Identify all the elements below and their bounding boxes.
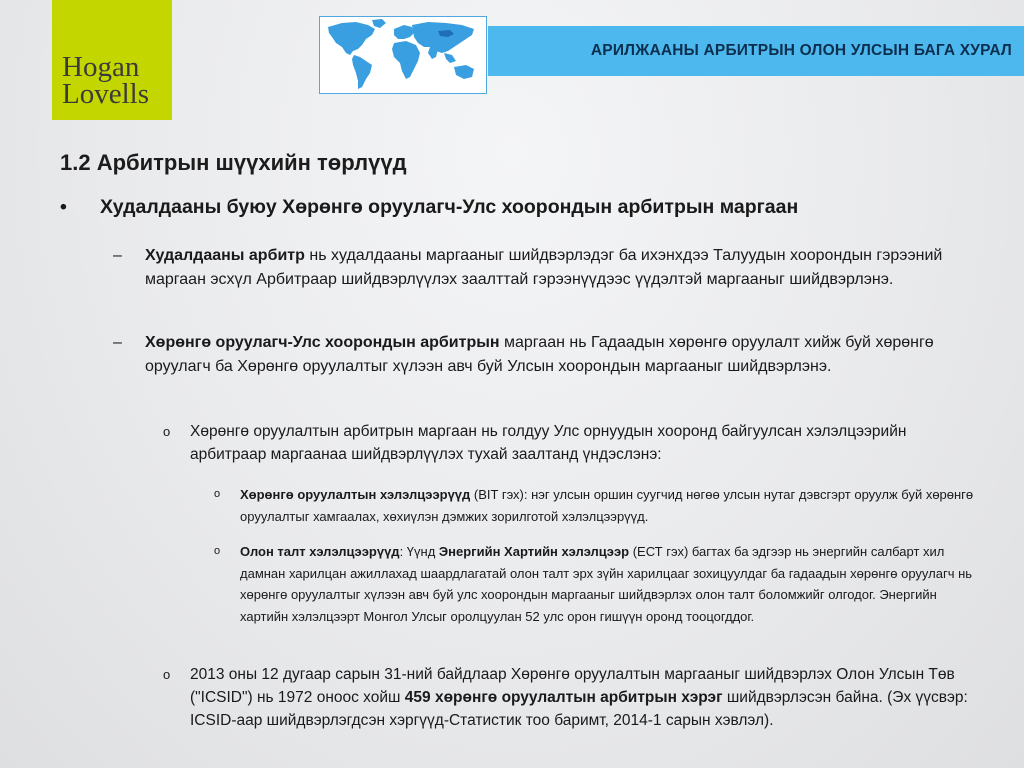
energy-charter-term: Энергийн Хартийн хэлэлцээр (438, 544, 630, 559)
dash-item-commercial-text (145, 244, 983, 292)
main-bullet-text: Худалдааны буюу Хөрөнгө оруулагч-Улс хоорондын арбитрын маргаан (100, 196, 799, 218)
asia-shape (412, 22, 474, 53)
dash-item-investor-state-text (145, 331, 983, 379)
europe-shape (394, 25, 414, 39)
bullet-marker: • (60, 196, 67, 218)
sub-circle-marker: o (214, 488, 221, 500)
south-america-shape (352, 55, 372, 89)
australia-shape (454, 65, 474, 79)
investor-state-desc: маргаан нь Гадаадын хөрөнгө оруулалт хийж буй хөрөнгө оруулагч ба Хөрөнгө оруулалтыг хүлээн авч буй Улсын хоорондын маргааныг шийдвэрлэнэ. (145, 334, 934, 375)
conference-banner (488, 26, 1024, 76)
icsid-case-count: 459 хөрөнгө оруулалтын арбитрын хэрэг (404, 689, 723, 706)
north-america-shape (328, 22, 375, 55)
southeast-asia-shape (444, 53, 456, 63)
sub-item-bit-text (240, 484, 974, 527)
world-map-icon (319, 16, 487, 94)
greenland-shape (372, 19, 386, 28)
circle-item-icsid-text (190, 663, 973, 732)
circle-marker: o (163, 424, 171, 439)
sub-circle-marker: o (214, 545, 221, 557)
icsid-pre: 2013 оны 12 дугаар сарын 31-ний байдлаар Хөрөнгө оруулалтын маргааныг шийдвэрлэх Олон Улсын Төв ("ICSID") нь 1972 оноос хойш (190, 666, 955, 706)
icsid-rest: шийдвэрлэсэн байна. (Эх үүсвэр: ICSID-аар шийдвэрлэгдсэн хэргүүд-Статистик тоо баримт, 2014-1 сарын хэвлэл). (190, 689, 968, 729)
africa-shape (392, 41, 420, 79)
sub-item-multilateral-text (240, 541, 974, 627)
dash-item-investor-state (113, 331, 983, 379)
dash-item-commercial (113, 244, 983, 292)
dash-marker: – (113, 334, 122, 351)
multilateral-term: Олон талт хэлэлцээрүүд (240, 544, 400, 559)
logo-line-2: Lovells (62, 78, 149, 110)
india-shape (428, 47, 438, 59)
commercial-arbitration-desc: нь худалдааны маргааныг шийдвэрлэдэг ба ихэнхдээ Талуудын хоорондын гэрээний маргаан эсхүл Арбитраар шийдвэрлүүлэх заалттай гэрээнүүдээс үүдэлтэй маргааныг шийдвэрлэнэ. (145, 247, 943, 288)
multilateral-desc: (ЕСТ гэх) багтах ба эдгээр нь энергийн салбарт хил дамнан харилцан ажиллахад шаардлагатай олон талт эрх зүйн харилцааг зохицуулдаг ба гадаадын хөрөнгө оруулагч нь хөрөнгө оруулалтыг хүлээн авч буй улс хоорондын маргааныг шийдвэрлэх олон талт боломжийг олгодог. Энергийн хартийн хэлэлцээрт Монгол Улсыг оролцуулан 52 улс орон гишүүн оронд тооцогддог. (240, 544, 973, 624)
circle-item-icsid (163, 663, 973, 732)
multilateral-mid: : Үүнд (399, 544, 439, 559)
sub-item-bit (214, 484, 974, 527)
investor-state-term: Хөрөнгө оруулагч-Улс хоорондын арбитрын (145, 334, 500, 351)
bit-term: Хөрөнгө оруулалтын хэлэлцээрүүд (240, 487, 471, 502)
section-heading: 1.2 Арбитрын шүүхийн төрлүүд (60, 150, 407, 175)
world-map-graphic (320, 17, 486, 93)
bit-desc: (BIT гэх): нэг улсын оршин суугчид нөгөө улсын нутаг дэвсгэрт оруулж буй хөрөнгө оруулалтыг хамгаалах, хөхиүлэн дэмжих зорилготой хэлэлцээрүүд. (240, 487, 974, 524)
banner-title: АРИЛЖААНЫ АРБИТРЫН ОЛОН УЛСЫН БАГА ХУРАЛ (590, 42, 1012, 59)
circle-item-treaties-text: Хөрөнгө оруулалтын арбитрын маргаан нь голдуу Улс орнуудын хооронд байгуулсан хэлэлцээрийн арбитраар маргаанаа шийдвэрлүүлэх тухай заалтанд үндэслэнэ: (190, 423, 907, 463)
logo-line-1: Hogan (62, 51, 140, 83)
sub-item-multilateral (214, 541, 974, 627)
circle-item-treaties (163, 420, 973, 466)
hogan-lovells-logo (52, 0, 172, 120)
commercial-arbitration-term: Худалдааны арбитр (145, 247, 305, 264)
dash-marker: – (113, 247, 122, 264)
circle-marker: o (163, 667, 171, 682)
